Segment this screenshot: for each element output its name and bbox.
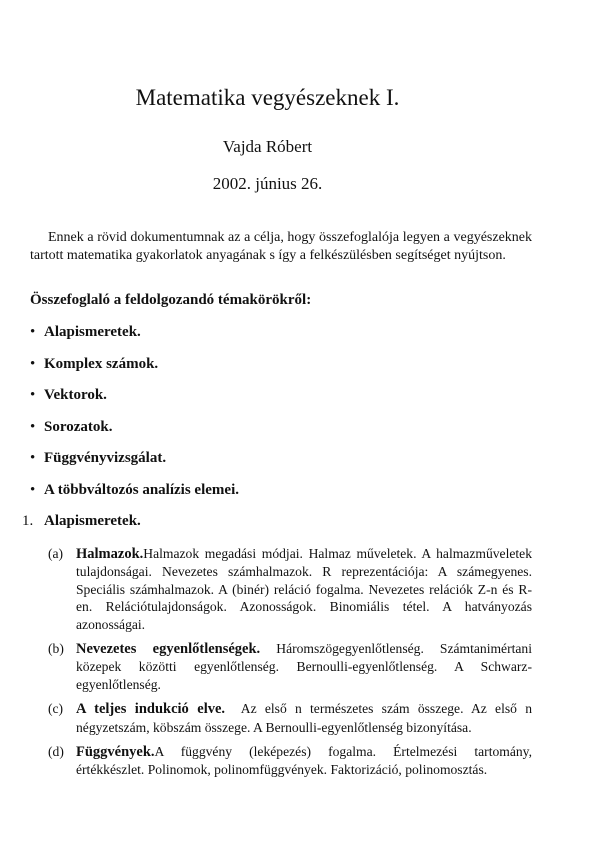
list-item (30, 355, 532, 387)
summary-heading: Összefoglaló a feldolgozandó témakörökről: (30, 292, 312, 308)
subsection-text: A függvény (leképezés) fogalma. Értelmezési tartomány, értékkészlet. Polinomok, polinomfüggvények. Faktorizáció, polinomosztás. (76, 744, 532, 778)
document-date: 2002. június 26. (212, 174, 323, 193)
subsection-head: A teljes indukció elve. (76, 701, 226, 718)
subsection-text: Az első n természetes szám összege. Az első n négyzetszám, köbszám összege. A Bernoulli-egyenlőtlenség bizonyítása. (76, 701, 532, 735)
list-item (30, 481, 532, 513)
topic-label: Sorozatok. (44, 418, 113, 435)
subsection-marker: (a) (48, 546, 64, 561)
bullet-icon: • (30, 324, 36, 340)
bullet-icon: • (30, 355, 36, 372)
bullet-icon: • (30, 450, 36, 466)
section-number: 1. (22, 513, 34, 529)
bullet-icon: • (30, 418, 36, 435)
section-1-heading (22, 512, 532, 530)
subsection-list (46, 545, 532, 779)
subsection-head: Függvények. (76, 744, 155, 761)
document-author: Vajda Róbert (222, 137, 313, 156)
list-item (30, 386, 532, 418)
topic-label: Függvényvizsgálat. (44, 450, 167, 466)
subsection-text: Halmazok megadási módjai. Halmaz műveletek. A halmazműveletek tulajdonságai. Nevezetes számhalmazok. R reprezentációja: A számegyenes. Speciális számhalmazok. A (binér) reláció fogalma. Nevezetes relációk Z-n és R-en. Relációtulajdonságok. Azonosságok. Binomiális tétel. A hatványozás azonosságai. (76, 546, 532, 632)
subsection-text: Háromszögegyenlőtlenség. Számtanimértani közepek közötti egyenlőtlenség. Bernoulli-egyenlőtlenség. A Schwarz-egyenlőtlenség. (76, 641, 533, 692)
abstract-text: Ennek a rövid dokumentumnak az a célja, hogy összefoglalója legyen a vegyészeknek tartott matematika gyakorlatok anyagának s így a felkészülésben segítséget nyújtson. (30, 230, 532, 263)
list-item (30, 449, 532, 481)
bullet-icon: • (30, 481, 36, 498)
topic-list (30, 323, 532, 512)
subsection-head: Halmazok. (76, 546, 144, 562)
list-item (30, 323, 532, 355)
list-item (46, 700, 532, 736)
abstract-paragraph (30, 229, 532, 265)
subsection-marker: (b) (48, 641, 64, 657)
topic-label: Vektorok. (44, 387, 107, 403)
bullet-icon: • (30, 387, 36, 403)
topic-label: A többváltozós analízis elemei. (44, 481, 239, 498)
topic-label: Komplex számok. (44, 355, 159, 372)
list-item (46, 545, 532, 633)
list-item (46, 743, 532, 779)
subsection-marker: (d) (48, 744, 64, 760)
list-item (46, 640, 532, 693)
section-title: Alapismeretek. (44, 513, 141, 529)
document-title: Matematika vegyészeknek I. (135, 85, 400, 110)
subsection-head: Nevezetes egyenlőtlenségek. (76, 641, 261, 658)
subsection-marker: (c) (48, 701, 64, 717)
list-item (30, 418, 532, 450)
topic-label: Alapismeretek. (44, 324, 141, 340)
